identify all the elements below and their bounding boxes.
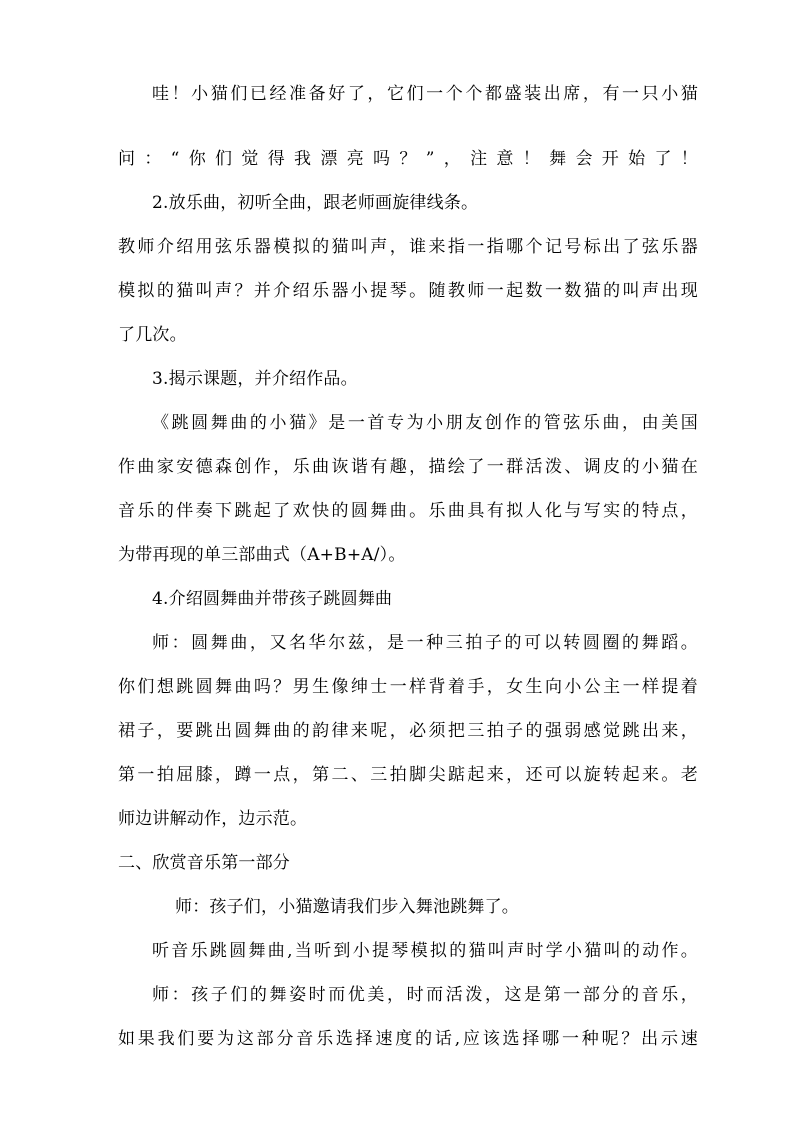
paragraph-line: 师：孩子们的舞姿时而优美，时而活泼，这是第一部分的音乐，	[152, 985, 698, 1005]
paragraph-line: 师：孩子们，小猫邀请我们步入舞池跳舞了。	[175, 897, 519, 917]
paragraph-line: 哇！小猫们已经准备好了，它们一个个都盛装出席，有一只小猫	[152, 84, 698, 104]
paragraph-line: 裙子，要跳出圆舞曲的韵律来呢，必须把三拍子的强弱感觉跳出来，	[118, 721, 698, 741]
paragraph-line: 教师介绍用弦乐器模拟的猫叫声，谁来指一指哪个记号标出了弦乐器	[118, 237, 698, 257]
paragraph-line: 如果我们要为这部分音乐选择速度的话,应该选择哪一种呢？出示速	[118, 1029, 698, 1049]
paragraph-line: 音乐的伴奏下跳起了欢快的圆舞曲。乐曲具有拟人化与写实的特点，	[118, 501, 698, 521]
paragraph-line: 你们想跳圆舞曲吗？男生像绅士一样背着手，女生向小公主一样提着	[118, 677, 698, 697]
paragraph-line: 第一拍屈膝，蹲一点，第二、三拍脚尖踮起来，还可以旋转起来。老	[118, 765, 698, 785]
list-step-3: 3.揭示课题，并介绍作品。	[152, 369, 358, 389]
paragraph-line: 为带再现的单三部曲式（A+B+A/）。	[118, 545, 406, 565]
list-step-2: 2.放乐曲，初听全曲，跟老师画旋律线条。	[152, 193, 479, 213]
paragraph-line: 作曲家安德森创作，乐曲诙谐有趣，描绘了一群活泼、调皮的小猫在	[118, 457, 698, 477]
paragraph-line: 《跳圆舞曲的小猫》是一首专为小朋友创作的管弦乐曲，由美国	[152, 413, 698, 433]
section-heading: 二、欣赏音乐第一部分	[118, 853, 290, 873]
paragraph-line: 问：“你们觉得我漂亮吗？”，注意！舞会开始了！	[118, 149, 698, 169]
paragraph-line: 听音乐跳圆舞曲,当听到小提琴模拟的猫叫声时学小猫叫的动作。	[152, 941, 698, 961]
list-step-4: 4.介绍圆舞曲并带孩子跳圆舞曲	[152, 589, 393, 609]
paragraph-line: 师：圆舞曲，又名华尔兹，是一种三拍子的可以转圆圈的舞蹈。	[152, 633, 698, 653]
paragraph-line: 了几次。	[118, 325, 187, 345]
paragraph-line: 模拟的猫叫声？并介绍乐器小提琴。随教师一起数一数猫的叫声出现	[118, 281, 698, 301]
paragraph-line: 师边讲解动作，边示范。	[118, 809, 308, 829]
